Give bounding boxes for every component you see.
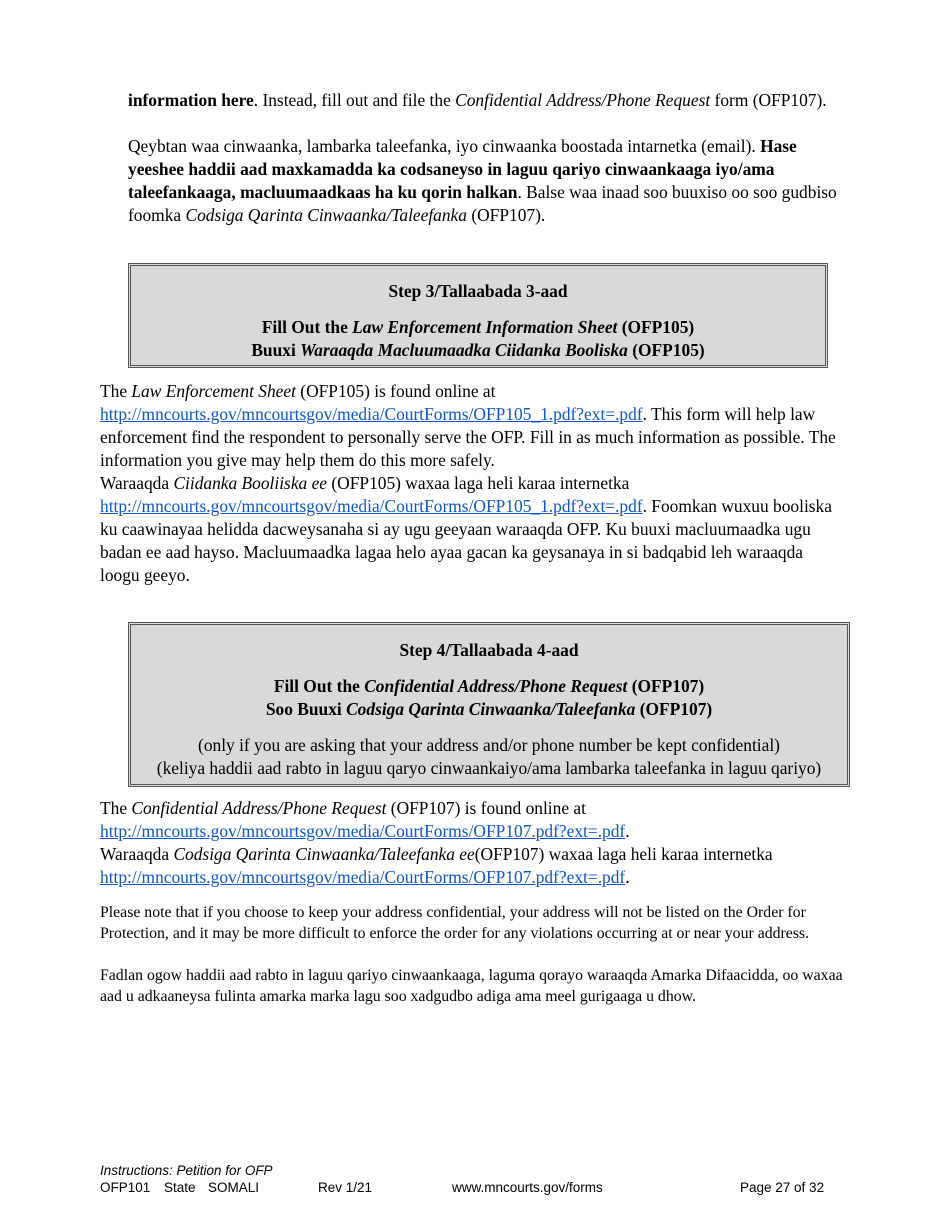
ofp105-link[interactable]: http://mncourts.gov/mncourtsgov/media/CourtForms/OFP105_1.pdf?ext=.pdf [100, 404, 643, 424]
footer-url: www.mncourts.gov/forms [452, 1180, 603, 1195]
address-note-english: Please note that if you choose to keep your address confidential, your address will not be listed on the Order for Protection, and it may be more difficult to enforce the order for any violations occurring at or near your address. [100, 904, 810, 942]
confidential-paragraph-english: The Confidential Address/Phone Request (OFP107) is found online at http://mncourts.gov/mncourtsgov/media/CourtForms/OFP107.pdf?ext=.pdf. [100, 798, 630, 841]
ofp107-link[interactable]: http://mncourts.gov/mncourtsgov/media/CourtForms/OFP107.pdf?ext=.pdf [100, 821, 626, 841]
step3-box [128, 263, 828, 368]
step3-line-somali: Buuxi Waraaqda Macluumaadka Ciidanka Booliska (OFP105) [251, 340, 705, 360]
footer-language: SOMALI [208, 1180, 260, 1195]
step4-note-somali: (keliya haddii aad rabto in laguu qaryo cinwaankaiyo/ama lambarka taleefanka in laguu qariyo) [156, 758, 822, 778]
step4-box [128, 622, 850, 787]
confidential-paragraph-somali: Waraaqda Codsiga Qarinta Cinwaanka/Taleefanka ee(OFP107) waxaa laga heli karaa internetka http://mncourts.gov/mncourtsgov/media/CourtForms/OFP107.pdf?ext=.pdf. [100, 844, 773, 887]
footer-form-number: OFP101 [100, 1180, 151, 1195]
law-enforcement-paragraph-somali: Waraaqda Ciidanka Booliiska ee (OFP105) waxaa laga heli karaa internetka http://mncourts.gov/mncourtsgov/media/CourtForms/OFP105_1.pdf?ext=.pdf. Foomkan wuxuu booliska ku caawinayaa helidda dacweysanaha si ay ugu geeyaan waraaqda OFP. Ku buuxi macluumaadka ugu badan ee aad hayso. Macluumaadka lagaa helo ayaa gacan ka geysanaya in si badqabid leh waraaqda loogu geeyo. [100, 473, 832, 585]
footer-state: State [164, 1180, 196, 1195]
footer-page-number: Page 27 of 32 [740, 1180, 825, 1195]
footer-title: Instructions: Petition for OFP [100, 1163, 273, 1178]
step3-heading: Step 3/Tallaabada 3-aad [388, 281, 568, 301]
top-paragraph-somali: Qeybtan waa cinwaanka, lambarka taleefanka, iyo cinwaanka boostada intarnetka (email). Hase yeeshee haddii aad maxkamadda ka codsaneyso in laguu qariyo cinwaankaaga iyo/ama taleefankaaga, macluumaadkaas ha ku qorin halkan. Balse waa inaad soo buuxiso oo soo gudbiso foomka Codsiga Qarinta Cinwaanka/Taleefanka (OFP107). [128, 136, 837, 225]
bold-text: information here [128, 90, 254, 110]
footer-revision: Rev 1/21 [318, 1180, 373, 1195]
step3-line-english: Fill Out the Law Enforcement Information Sheet (OFP105) [261, 317, 695, 337]
law-enforcement-paragraph-english: The Law Enforcement Sheet (OFP105) is found online at http://mncourts.gov/mncourtsgov/media/CourtForms/OFP105_1.pdf?ext=.pdf. This form will help law enforcement find the respondent to personally serve the OFP. Fill in as much information as possible. The information you give may help them do this more safely. [100, 381, 836, 470]
ofp107-link-somali[interactable]: http://mncourts.gov/mncourtsgov/media/CourtForms/OFP107.pdf?ext=.pdf [100, 867, 626, 887]
step4-note-english: (only if you are asking that your address and/or phone number be kept confidential) [198, 735, 780, 755]
step4-line-somali: Soo Buuxi Codsiga Qarinta Cinwaanka/Taleefanka (OFP107) [265, 699, 713, 719]
ofp105-link-somali[interactable]: http://mncourts.gov/mncourtsgov/media/CourtForms/OFP105_1.pdf?ext=.pdf [100, 496, 643, 516]
top-paragraph-english: information here. Instead, fill out and file the Confidential Address/Phone Request form (OFP107). [128, 90, 827, 110]
step4-heading: Step 4/Tallaabada 4-aad [399, 640, 579, 660]
address-note-somali: Fadlan ogow haddii aad rabto in laguu qariyo cinwaankaaga, laguma qorayo waraaqda Amarka Difaacidda, oo waxaa aad u adkaaneysa fulinta amarka marka lagu soo xadgudbo adiga ama meel gurigaaga u dhow. [100, 967, 843, 1005]
step4-line-english: Fill Out the Confidential Address/Phone Request (OFP107) [273, 676, 705, 696]
